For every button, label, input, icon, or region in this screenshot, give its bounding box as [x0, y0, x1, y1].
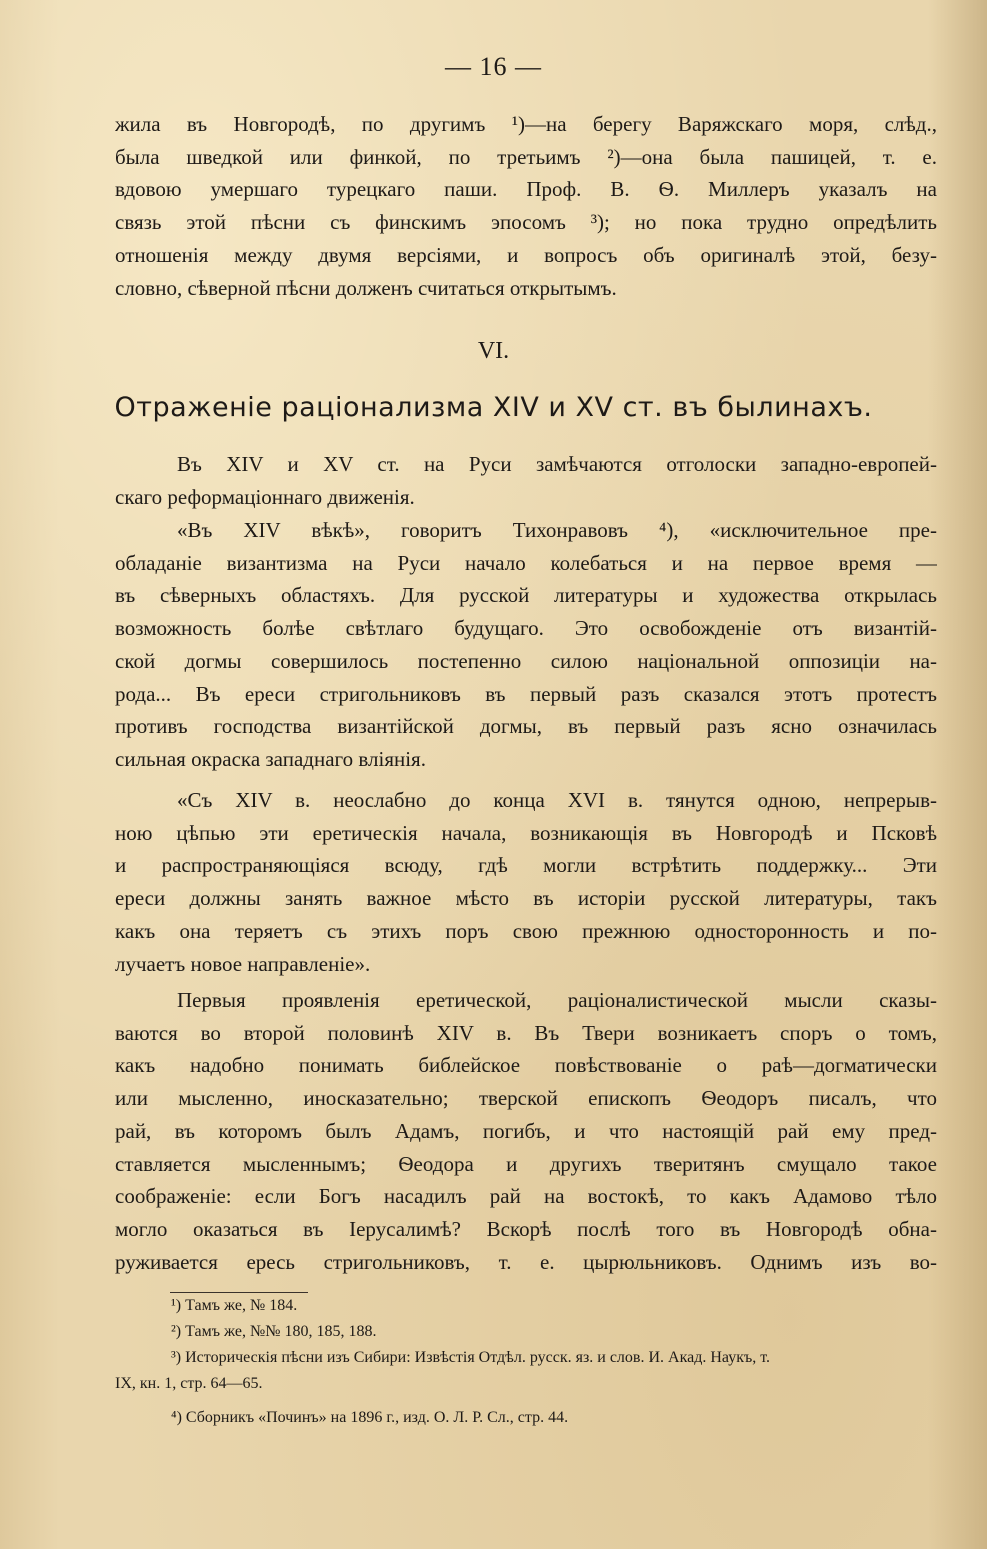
page-number: — 16 —	[445, 52, 542, 81]
text-line: «Въ XIV вѣкѣ», говоритъ Тихонравовъ ⁴), «исключительное пре-	[177, 518, 937, 542]
text-line: противъ господства византійской догмы, въ первый разъ ясно означилась	[115, 714, 937, 739]
text-line: ною цѣпью эти еретическія начала, возникающія въ Новгородѣ и Псковѣ	[115, 820, 937, 845]
footnote-2: ²) Тамъ же, №№ 180, 185, 188.	[171, 1323, 377, 1340]
text-line: Въ XIV и XV ст. на Руси замѣчаются отголоски западно-европей-	[177, 452, 937, 476]
text-line: вдовою умершаго турецкаго паши. Проф. В. Ѳ. Миллеръ указалъ на	[115, 177, 937, 202]
text-line: рода... Въ ереси стригольниковъ въ первый разъ сказался этотъ протестъ	[115, 681, 937, 706]
text-line: сильная окраска западнаго вліянія.	[115, 746, 426, 771]
text-line: и распространяющіяся всюду, гдѣ могли встрѣтить поддержку... Эти	[115, 853, 937, 878]
footnotes	[115, 1293, 937, 1431]
text-line: ваются во второй половинѣ XIV в. Въ Твери возникаетъ споръ о томъ,	[115, 1020, 937, 1045]
text-line: возможность болѣе свѣтлаго будущаго. Это освобожденіе отъ византій-	[115, 616, 937, 641]
text-line: могло оказаться въ Іерусалимѣ? Вскорѣ послѣ того въ Новгородѣ обна-	[115, 1216, 937, 1241]
text-line: отношенія между двумя версіями, и вопросъ объ оригиналѣ этой, безу-	[115, 242, 937, 267]
footnote-3-continued: IX, кн. 1, стр. 64—65.	[115, 1375, 263, 1392]
text-line: какъ надобно понимать библейское повѣствованіе о раѣ—догматически	[115, 1053, 937, 1078]
text-line: въ сѣверныхъ областяхъ. Для русской литературы и художества открылась	[115, 583, 937, 608]
text-line: связь этой пѣсни съ финскимъ эпосомъ ³); но пока трудно опредѣлить	[115, 210, 937, 235]
text-line: Первыя проявленія еретической, раціоналистической мысли сказы-	[177, 988, 937, 1012]
text-line: «Съ XIV в. неослабно до конца XVI в. тянутся одною, непрерыв-	[177, 788, 937, 812]
paragraph-4	[115, 984, 937, 1278]
text-line: рай, въ которомъ былъ Адамъ, погибъ, и что настоящій рай ему пред-	[115, 1118, 937, 1143]
section-title: Отраженіе раціонализма XIV и XV ст. въ былинахъ.	[114, 392, 873, 423]
text-line: какъ она теряетъ съ этихъ поръ свою прежнюю односторонность и по-	[115, 918, 937, 943]
footnote-4: ⁴) Сборникъ «Починъ» на 1896 г., изд. О. Л. Р. Сл., стр. 44.	[171, 1409, 569, 1426]
text-line: была шведкой или финкой, по третьимъ ²)—она была пашицей, т. е.	[115, 144, 937, 169]
text-line: скаго реформаціоннаго движенія.	[115, 484, 415, 509]
footnote-1: ¹) Тамъ же, № 184.	[171, 1297, 298, 1314]
paragraph-top	[115, 108, 937, 304]
text-line: жила въ Новгородѣ, по другимъ ¹)—на берегу Варяжскаго моря, слѣд.,	[115, 112, 937, 136]
text-line: соображеніе: если Богъ насадилъ рай на востокѣ, то какъ Адамово тѣло	[115, 1184, 937, 1209]
paragraph-3	[115, 784, 937, 980]
paragraph-2	[115, 514, 937, 776]
text-line: словно, сѣверной пѣсни долженъ считаться открытымъ.	[115, 275, 617, 300]
text-line: ской догмы совершилось постепенно силою національной оппозиціи на-	[115, 648, 937, 673]
text-line: лучаетъ новое направленіе».	[115, 951, 371, 976]
text-line: ереси должны занять важное мѣсто въ исторіи русской литературы, такъ	[115, 886, 937, 911]
paragraph-1	[115, 448, 937, 513]
text-line: руживается ересь стригольниковъ, т. е. цырюльниковъ. Однимъ изъ во-	[115, 1249, 937, 1274]
section-number: VI.	[477, 338, 510, 364]
text-line: обладаніе византизма на Руси начало колебаться и на первое время —	[115, 550, 937, 575]
text-line: или мысленно, иносказательно; тверской епископъ Ѳеодоръ писалъ, что	[115, 1086, 937, 1111]
text-line: ставляется мысленнымъ; Ѳеодора и другихъ тверитянъ смущало такое	[115, 1151, 937, 1176]
footnote-3: ³) Историческія пѣсни изъ Сибири: Извѣстія Отдѣл. русск. яз. и слов. И. Акад. Наукъ, т.	[171, 1349, 771, 1366]
